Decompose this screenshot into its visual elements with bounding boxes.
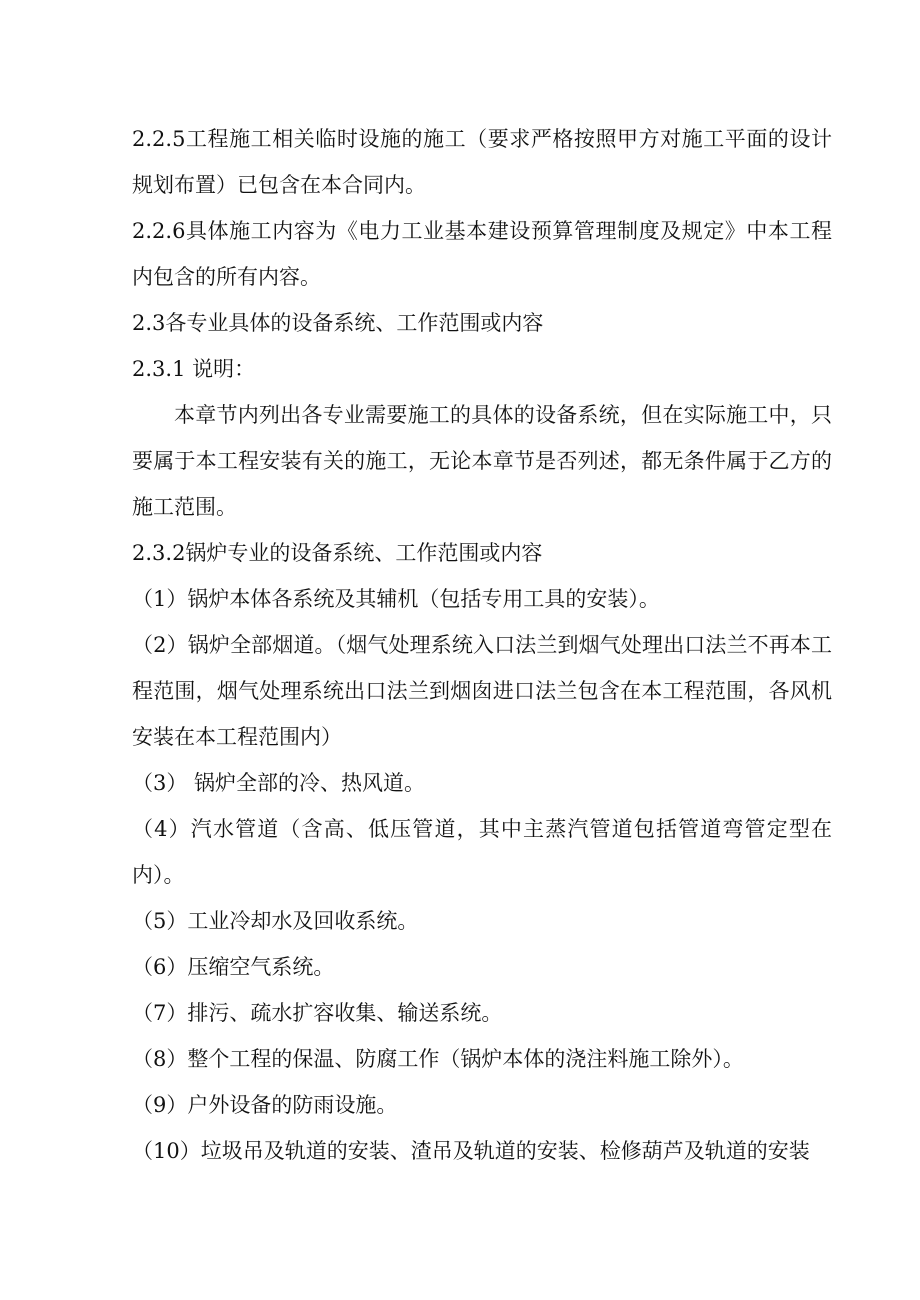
list-item-7: （7）排污、疏水扩容收集、输送系统。 — [132, 1001, 503, 1025]
paragraph-2-2-5: 2.2.5工程施工相关临时设施的施工（要求严格按照甲方对施工平面的设计规划布置）已包含在本合同内。 — [132, 127, 832, 197]
list-item-1: （1）锅炉本体各系统及其辅机（包括专用工具的安装）。 — [132, 587, 660, 611]
document-body — [132, 116, 832, 1174]
subsection-heading-2-3-1: 2.3.1 说明： — [132, 357, 256, 381]
subsection-heading-2-3-2: 2.3.2锅炉专业的设备系统、工作范围或内容 — [132, 541, 543, 565]
explanation-paragraph: 本章节内列出各专业需要施工的具体的设备系统，但在实际施工中，只要属于本工程安装有关的施工，无论本章节是否列述，都无条件属于乙方的施工范围。 — [132, 403, 832, 519]
list-item-3: （3） 锅炉全部的冷、热风道。 — [132, 771, 426, 795]
paragraph-2-2-6: 2.2.6具体施工内容为《电力工业基本建设预算管理制度及规定》中本工程内包含的所有内容。 — [132, 219, 832, 289]
section-heading-2-3: 2.3各专业具体的设备系统、工作范围或内容 — [132, 311, 544, 335]
list-item-6: （6）压缩空气系统。 — [132, 955, 335, 979]
list-item-9: （9）户外设备的防雨设施。 — [132, 1093, 398, 1117]
list-item-4: （4）汽水管道（含高、低压管道，其中主蒸汽管道包括管道弯管定型在内）。 — [132, 817, 832, 887]
list-item-2: （2）锅炉全部烟道。（烟气处理系统入口法兰到烟气处理出口法兰不再本工程范围，烟气处理系统出口法兰到烟囱进口法兰包含在本工程范围，各风机安装在本工程范围内） — [132, 633, 832, 749]
list-item-8: （8）整个工程的保温、防腐工作（锅炉本体的浇注料施工除外）。 — [132, 1047, 744, 1071]
list-item-10: （10）垃圾吊及轨道的安装、渣吊及轨道的安装、检修葫芦及轨道的安装 — [132, 1139, 810, 1163]
list-item-5: （5）工业冷却水及回收系统。 — [132, 909, 419, 933]
